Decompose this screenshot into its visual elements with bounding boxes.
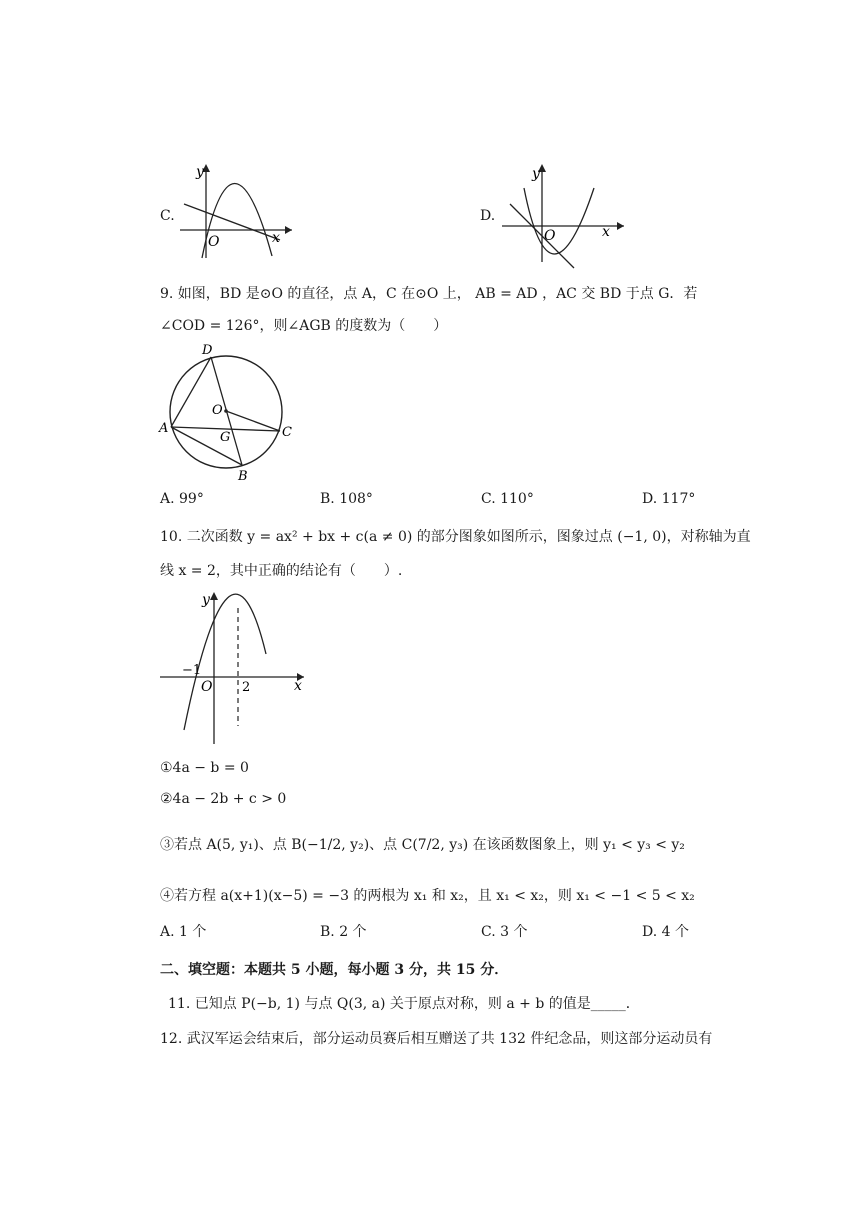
section-heading: 二、填空题：本题共 5 小题，每小题 3 分，共 15 分． (160, 962, 509, 978)
q10-option-d: D. 4 个 (642, 924, 689, 940)
q10-option-b: B. 2 个 (320, 924, 367, 940)
option-c-y-label: y (196, 164, 204, 180)
option-c-graph (176, 160, 296, 260)
q9-option-a: A. 99° (160, 491, 204, 507)
q9-label-c: C (282, 425, 292, 440)
q10-statement-3: ③若点 A(5, y₁)、点 B(−1/2, y₂)、点 C(7/2, y₃) 在该函数图象上，则 y₁ < y₃ < y₂ (160, 837, 685, 853)
option-c-origin-label: O (208, 234, 220, 250)
q9-option-d: D. 117° (642, 491, 696, 507)
option-d-y-label: y (532, 166, 540, 182)
q9-circle-figure (158, 340, 308, 485)
q9-text-line1: 9. 如图，BD 是⊙O 的直径，点 A，C 在⊙O 上， AB = AD ，AC 交 BD 于点 G．若 (160, 286, 698, 302)
q10-neg1-label: −1 (182, 663, 202, 678)
q9-text-line2: ∠COD = 126°，则∠AGB 的度数为（ ） (160, 318, 448, 334)
option-d-x-label: x (602, 224, 610, 240)
q10-x-label: x (294, 678, 302, 694)
q10-origin-label: O (201, 679, 213, 695)
q9-label-a: A (159, 421, 169, 436)
q9-option-c: C. 110° (481, 491, 534, 507)
q10-parabola-graph (158, 588, 308, 748)
option-c-label: C. (160, 208, 175, 224)
q10-statement-2: ②4a − 2b + c > 0 (160, 791, 287, 807)
q10-statement-4: ④若方程 a(x+1)(x−5) = −3 的两根为 x₁ 和 x₂，且 x₁ < x₂，则 x₁ < −1 < 5 < x₂ (160, 888, 695, 904)
q9-option-b: B. 108° (320, 491, 373, 507)
q10-text-line2: 线 x = 2，其中正确的结论有（ ）. (160, 563, 403, 579)
q11-text: 11. 已知点 P(−b, 1) 与点 Q(3, a) 关于原点对称，则 a + b 的值是_____． (168, 996, 640, 1012)
q9-label-b: B (238, 469, 248, 484)
option-d-label: D. (480, 208, 496, 224)
q10-text-line1: 10. 二次函数 y = ax² + bx + c(a ≠ 0) 的部分图象如图所示，图象过点 (−1, 0)，对称轴为直 (160, 529, 751, 545)
q10-option-a: A. 1 个 (160, 924, 207, 940)
q10-two-label: 2 (242, 680, 251, 695)
option-c-x-label: x (272, 230, 280, 246)
q9-label-d: D (202, 343, 213, 358)
q9-label-g: G (220, 430, 231, 445)
q9-label-o: O (212, 403, 223, 418)
q10-option-c: C. 3 个 (481, 924, 528, 940)
q12-text: 12. 武汉军运会结束后，部分运动员赛后相互赠送了共 132 件纪念品，则这部分运动员有 (160, 1031, 713, 1047)
q10-y-label: y (202, 592, 210, 608)
q10-statement-1: ①4a − b = 0 (160, 760, 249, 776)
option-d-graph (498, 160, 628, 270)
option-d-origin-label: O (544, 228, 556, 244)
